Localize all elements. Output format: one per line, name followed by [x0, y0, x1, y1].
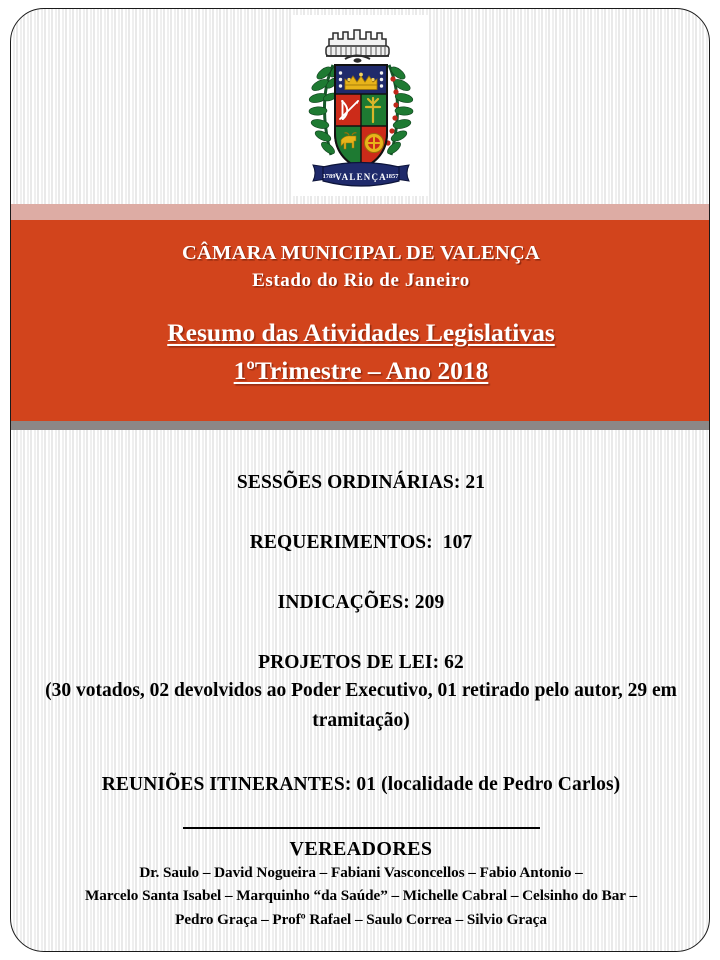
- organization-name: CÂMARA MUNICIPAL DE VALENÇA: [182, 242, 540, 264]
- banner-pink-stripe: [11, 204, 710, 220]
- stat-requerimentos: REQUERIMENTOS: 107: [249, 532, 473, 553]
- stat-sessoes-ordinarias: SESSÕES ORDINÁRIAS: 21: [236, 472, 486, 493]
- vereadores-heading: VEREADORES: [289, 838, 433, 861]
- stat-indicacoes: INDICAÇÕES: 209: [277, 592, 445, 613]
- page-title: Resumo das Atividades Legislativas: [167, 318, 555, 347]
- stat-reunioes-itinerantes: REUNIÕES ITINERANTES: 01 (localidade de Pedro Carlos): [101, 774, 621, 796]
- page-subtitle: 1ºTrimestre – Ano 2018: [233, 356, 489, 385]
- svg-text:1789: 1789: [322, 173, 336, 180]
- svg-text:1857: 1857: [385, 173, 399, 180]
- header-banner: [11, 220, 710, 421]
- vereadores-line-2: Marcelo Santa Isabel – Marquinho “da Saúde” – Michelle Cabral – Celsinho do Bar –: [84, 887, 638, 905]
- statistics-section: [11, 430, 710, 796]
- page-frame-border: [10, 8, 710, 952]
- vereadores-line-3: Pedro Graça – Profº Rafael – Saulo Correa – Silvio Graça: [175, 910, 547, 928]
- state-subtitle: Estado do Rio de Janeiro: [252, 270, 470, 291]
- stat-projetos-de-lei-detail: (30 votados, 02 devolvidos ao Poder Executivo, 01 retirado pelo autor, 29 em tramitação): [45, 680, 677, 732]
- svg-text:VALENÇA: VALENÇA: [335, 172, 387, 182]
- stat-projetos-de-lei: PROJETOS DE LEI: 62: [258, 652, 464, 673]
- section-divider: [183, 827, 540, 829]
- emblem-area: [11, 9, 710, 196]
- banner-gray-stripe: [11, 421, 710, 430]
- vereadores-section: [11, 827, 710, 931]
- vereadores-line-1: Dr. Saulo – David Nogueira – Fabiani Vasconcellos – Fabio Antonio –: [139, 864, 583, 882]
- coat-of-arms-icon: [293, 15, 429, 196]
